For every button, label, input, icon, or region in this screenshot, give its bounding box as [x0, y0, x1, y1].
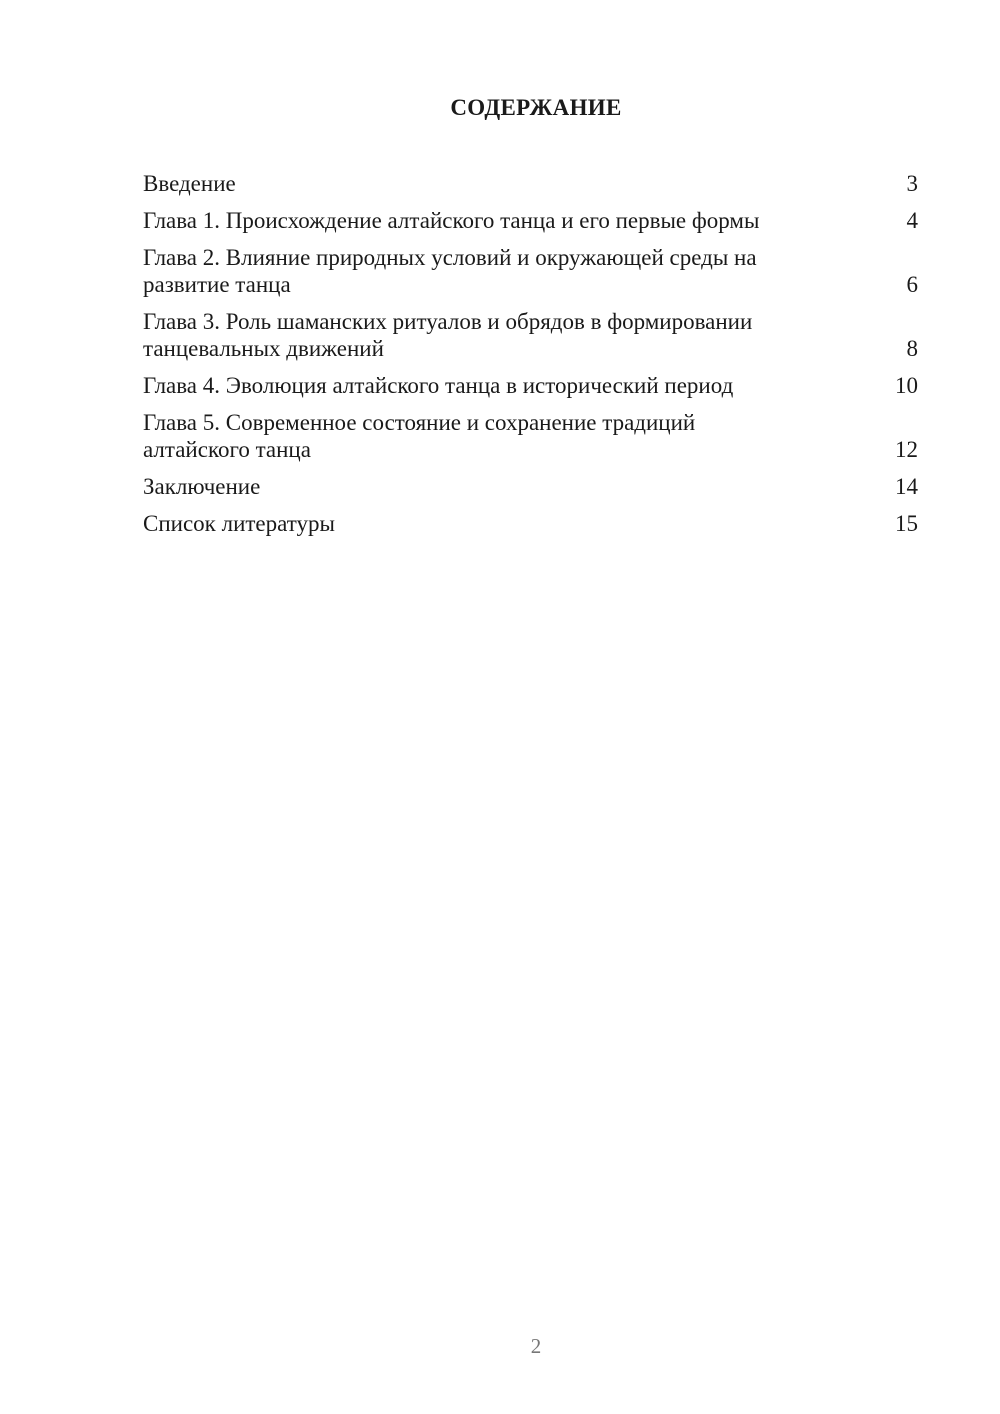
toc-entry-references[interactable] — [143, 510, 918, 537]
toc-entry-chapter-2[interactable] — [143, 244, 918, 298]
toc-entry-title — [143, 473, 895, 500]
toc-entry-chapter-1[interactable] — [143, 207, 918, 234]
toc-entry-title-line: Введение — [143, 171, 236, 196]
page-title: СОДЕРЖАНИЕ — [450, 95, 622, 120]
toc-entry-title — [143, 244, 907, 298]
toc-entry-title-line: Глава 3. Роль шаманских ритуалов и обрядов в формировании — [143, 309, 753, 334]
toc-entry-title-line: Заключение — [143, 474, 261, 499]
toc-entry-title — [143, 372, 895, 399]
toc-entry-page-number: 3 — [906, 171, 918, 196]
toc-entry-title-line: Список литературы — [143, 511, 335, 536]
toc-entry-page-number: 14 — [895, 474, 918, 499]
toc-entry-page-number: 12 — [895, 437, 918, 462]
toc-entry-title — [143, 170, 907, 197]
toc-entry-title — [143, 510, 895, 537]
toc-entry-title — [143, 207, 907, 234]
toc-entry-introduction[interactable] — [143, 170, 918, 197]
toc-entry-chapter-4[interactable] — [143, 372, 918, 399]
toc-entry-page-number: 15 — [895, 511, 918, 536]
toc-entry-title-line: Глава 2. Влияние природных условий и окружающей среды на — [143, 245, 757, 270]
toc-entry-title-line: танцевальных движений — [143, 336, 384, 361]
toc-entry-title-line: Глава 4. Эволюция алтайского танца в исторический период — [143, 373, 734, 398]
toc-entry-page-number: 4 — [906, 208, 918, 233]
toc-entry-page-number: 8 — [906, 336, 918, 361]
toc-entry-title-line: развитие танца — [143, 272, 291, 297]
toc-entry-page-number: 10 — [895, 373, 918, 398]
toc-entry-conclusion[interactable] — [143, 473, 918, 500]
toc-entry-title-line: алтайского танца — [143, 437, 311, 462]
toc-entry-title — [143, 308, 907, 362]
toc-entry-title — [143, 409, 895, 463]
toc-entry-title-line: Глава 1. Происхождение алтайского танца и его первые формы — [143, 208, 760, 233]
toc-entry-chapter-5[interactable] — [143, 409, 918, 463]
table-of-contents — [143, 170, 918, 547]
toc-entry-title-line: Глава 5. Современное состояние и сохранение традиций — [143, 410, 696, 435]
toc-entry-page-number: 6 — [906, 272, 918, 297]
page-number: 2 — [530, 1334, 542, 1358]
toc-entry-chapter-3[interactable] — [143, 308, 918, 362]
